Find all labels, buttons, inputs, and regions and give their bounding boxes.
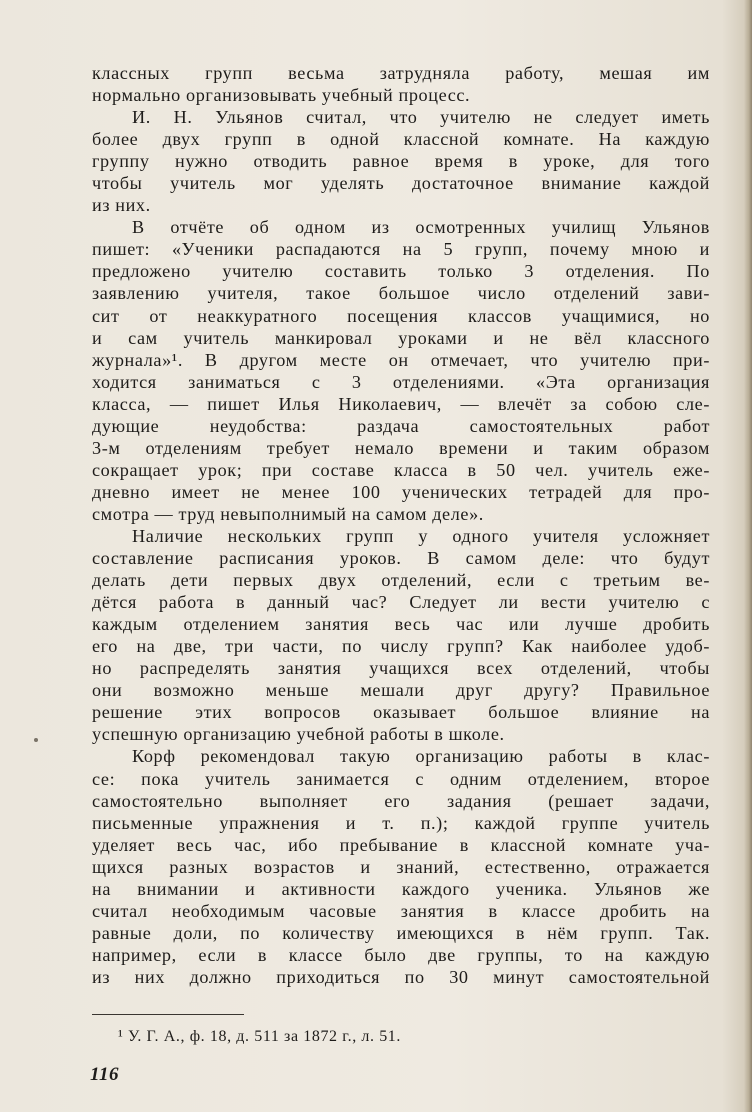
text-line: уделяет весь час, ибо пребывание в классной комнате уча- [92, 834, 710, 855]
text-line: дневно имеет не менее 100 ученических тетрадей для про- [92, 481, 710, 502]
text-line: решение этих вопросов оказывает большое влияние на [92, 702, 710, 723]
paragraph-start-line: И. Н. Ульянов считал, что учителю не следует иметь [132, 107, 710, 128]
text-line: щихся разных возрастов и знаний, естественно, отражается [92, 856, 710, 877]
text-line: его на две, три части, по числу групп? Как наиболее удоб- [92, 636, 710, 657]
page-number: 116 [90, 1064, 119, 1085]
text-line: составление расписания уроков. В самом деле: что будут [92, 548, 710, 569]
footnote: ¹ У. Г. А., ф. 18, д. 511 за 1872 г., л. 51. [118, 1028, 401, 1045]
text-line: более двух групп в одной классной комнате. На каждую [92, 129, 710, 150]
paragraph-start-line: В отчёте об одном из осмотренных училищ Ульянов [132, 217, 710, 238]
text-line: заявлению учителя, такое большое число отделений зави- [92, 283, 710, 304]
text-line: се: пока учитель занимается с одним отделением, второе [92, 768, 710, 789]
text-line: сит от неаккуратного посещения классов учащимися, но [92, 305, 710, 326]
text-line: нормально организовывать учебный процесс. [92, 85, 471, 106]
text-line: 3-м отделениям требует немало времени и таким образом [92, 437, 710, 458]
text-line: письменные упражнения и т. п.); каждой группе учитель [92, 812, 710, 833]
text-line: группу нужно отводить равное время в уроке, для того [92, 151, 710, 172]
paragraph-start-line: Корф рекомендовал такую организацию работы в клас- [132, 746, 710, 767]
text-line: самостоятельно выполняет его задания (решает задачи, [92, 790, 710, 811]
text-line: сокращает урок; при составе класса в 50 чел. учитель еже- [92, 459, 710, 480]
text-line: класса, — пишет Илья Николаевич, — влечёт за собою сле- [92, 393, 710, 414]
text-line: например, если в классе было две группы, то на каждую [92, 944, 710, 965]
text-line: но распределять занятия учащихся всех отделений, чтобы [92, 658, 710, 679]
footnote-divider [92, 1014, 244, 1015]
text-line: из них должно приходиться по 30 минут самостоятельной [92, 966, 710, 987]
paragraph-start-line: Наличие нескольких групп у одного учителя усложняет [132, 525, 710, 546]
text-line: из них. [92, 195, 151, 216]
text-line: ходится заниматься с 3 отделениями. «Эта организация [92, 371, 710, 392]
text-line: каждым отделением занятия весь час или лучше дробить [92, 614, 710, 635]
text-line: они возможно меньше мешали друг другу? Правильное [92, 680, 710, 701]
text-line: успешную организацию учебной работы в школе. [92, 724, 505, 745]
text-line: классных групп весьма затрудняла работу, мешая им [92, 63, 710, 83]
text-line: смотра — труд невыполнимый на самом деле». [92, 503, 484, 524]
text-line: и сам учитель манкировал уроками и не вёл классного [92, 327, 710, 348]
text-line: дующие неудобства: раздача самостоятельных работ [92, 415, 710, 436]
text-line: журнала»¹. В другом месте он отмечает, что учителю при- [92, 349, 710, 370]
text-line: дётся работа в данный час? Следует ли вести учителю с [92, 592, 710, 613]
text-line: делать дети первых двух отделений, если с третьим ве- [92, 570, 710, 591]
text-line: предложено учителю составить только 3 отделения. По [92, 261, 710, 282]
page-edge-shadow [744, 0, 752, 1112]
text-line: считал необходимым часовые занятия в классе дробить на [92, 900, 710, 921]
print-speck [34, 738, 38, 742]
text-line: на внимании и активности каждого ученика. Ульянов же [92, 878, 710, 899]
body-text [92, 62, 710, 988]
text-line: пишет: «Ученики распадаются на 5 групп, почему мною и [92, 239, 710, 260]
text-line: равные доли, по количеству имеющихся в нём групп. Так. [92, 922, 710, 943]
text-line: чтобы учитель мог уделять достаточное внимание каждой [92, 173, 710, 194]
